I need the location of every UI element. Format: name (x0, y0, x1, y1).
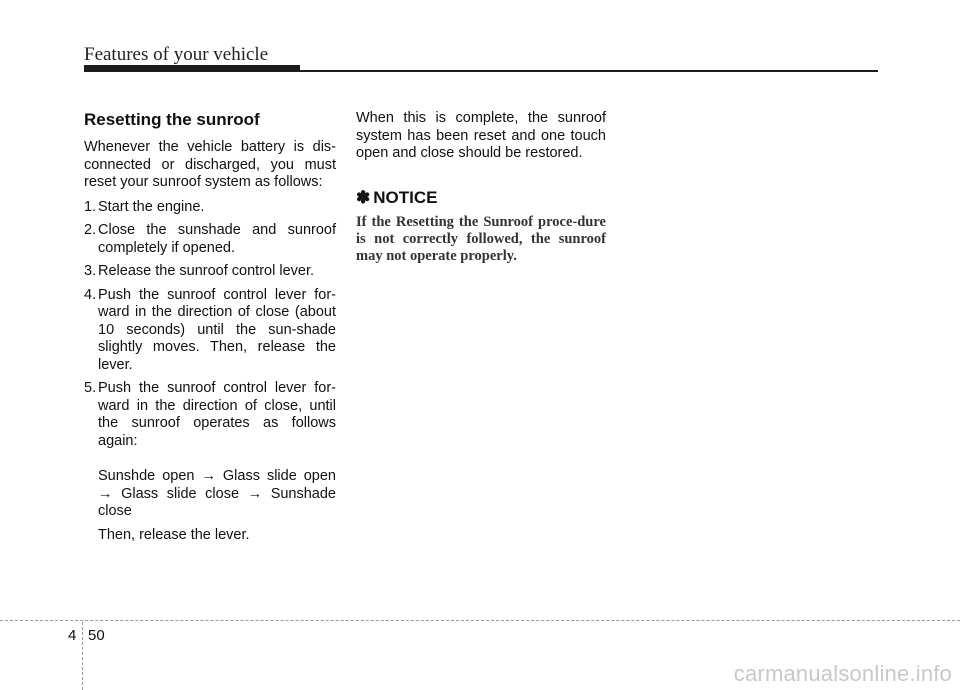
step-number: 3. (84, 263, 97, 279)
notice-label: NOTICE (373, 187, 438, 207)
step-text: Push the sunroof control lever for-ward in the direction of close, until the sunroof operates as follows again: (98, 380, 336, 449)
notice-star-icon: ✽ (356, 187, 371, 207)
step-item (84, 380, 336, 450)
header-rule-thick (84, 65, 300, 72)
right-column (356, 110, 606, 265)
watermark: carmanualsonline.info (733, 661, 952, 686)
page-header-title: Features of your vehicle (84, 44, 269, 65)
header-rule-thin (300, 70, 878, 72)
step-item (84, 287, 336, 375)
footer-divider (0, 620, 960, 621)
notice-body: If the Resetting the Sunroof proce-dure is not correctly followed, the sunroof may not operate properly. (356, 213, 606, 264)
step-number: 4. (84, 286, 97, 303)
step-text: Push the sunroof control lever for-ward in the direction of close (about 10 seconds) until the sun-shade slightly moves. Then, release the lever. (98, 286, 336, 373)
intro-paragraph: Whenever the vehicle battery is dis-connected or discharged, you must reset your sunroof system as follows: (84, 139, 336, 190)
step-item (84, 222, 336, 257)
left-column (84, 110, 336, 551)
step-number: 1. (84, 198, 97, 215)
footer-vertical-divider (82, 622, 83, 690)
notice-heading (356, 188, 606, 208)
page-number: 50 (88, 627, 105, 644)
completion-paragraph: When this is complete, the sunroof system has been reset and one touch open and close should be restored. (356, 110, 606, 161)
step-text: Start the engine. (98, 198, 205, 215)
step-text: Close the sunshade and sunroof completely if opened. (98, 222, 336, 256)
step-text: Release the sunroof control lever. (98, 263, 315, 279)
step-item (84, 199, 336, 217)
section-heading: Resetting the sunroof (84, 110, 260, 129)
step-number: 5. (84, 380, 97, 396)
step-number: 2. (84, 222, 97, 238)
page-section-number: 4 (68, 627, 77, 644)
operation-sequence: Sunshde open → Glass slide open → Glass slide close → Sunshade close (98, 468, 336, 519)
release-instruction: Then, release the lever. (98, 526, 250, 543)
step-item (84, 263, 336, 281)
